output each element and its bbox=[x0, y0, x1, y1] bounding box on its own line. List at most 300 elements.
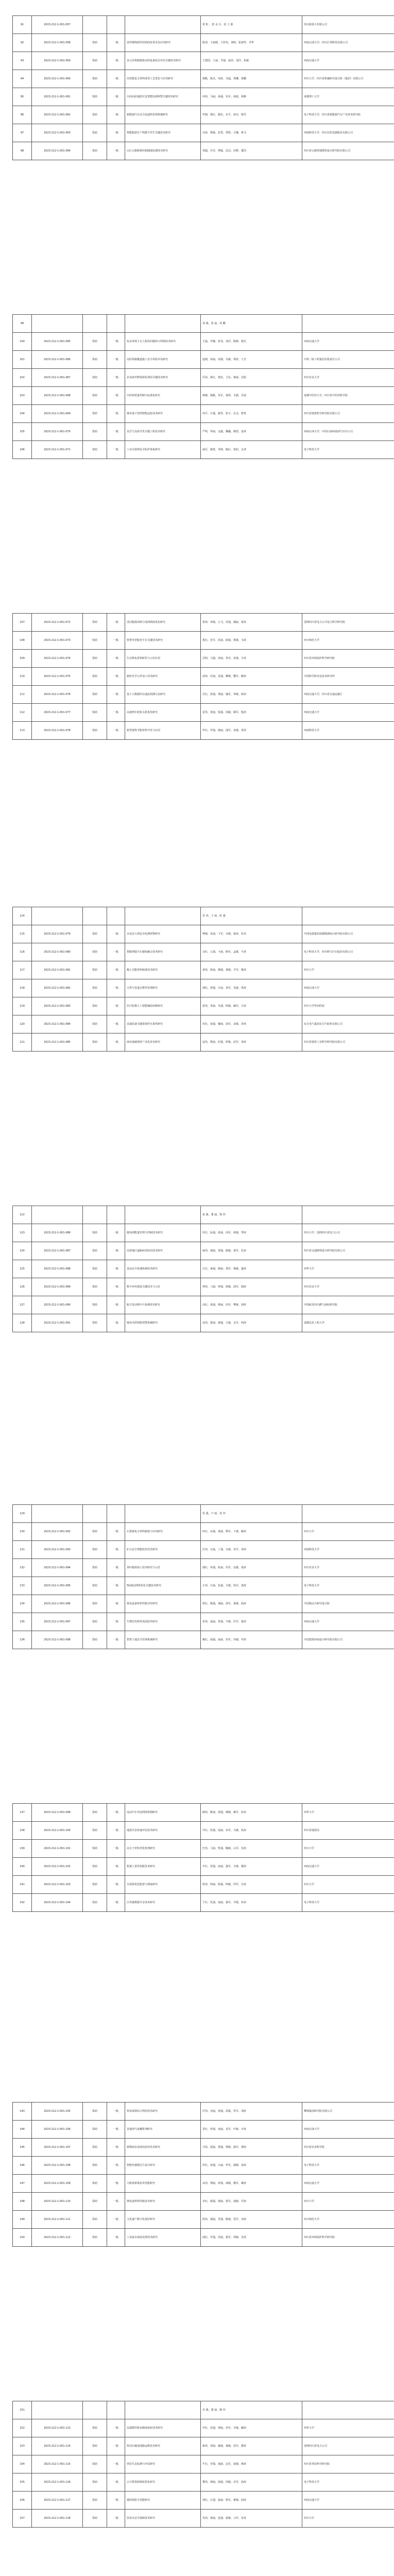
project-title: 新型建筑节能材料开发与应用 bbox=[125, 722, 201, 740]
table-row bbox=[13, 369, 394, 387]
project-members: 戚军，谢勇，邹林，喻红，柏松，水清 bbox=[201, 441, 302, 459]
row-number: 149 bbox=[13, 2211, 32, 2229]
project-id: 2023-212-1-001-079 bbox=[32, 925, 83, 943]
project-title: 大跨度桥梁抗风性能研究 bbox=[125, 2175, 201, 2193]
row-number: 111 bbox=[13, 686, 32, 704]
project-id: 2023-212-1-001-076 bbox=[32, 686, 83, 704]
project-organization: 东方电气集团东方汽轮机有限公司 bbox=[302, 1015, 394, 1033]
project-table bbox=[12, 907, 394, 1052]
project-id: 2023-212-1-001-098 bbox=[32, 1631, 83, 1649]
project-id: 2023-212-1-001-078 bbox=[32, 722, 83, 740]
project-organization: 四川省草原科学研究院 bbox=[302, 2455, 394, 2473]
project-id: 2023-212-1-001-061 bbox=[32, 88, 83, 106]
table-row bbox=[13, 1523, 394, 1541]
table-row bbox=[13, 441, 394, 459]
project-id: 2023-212-1-001-113 bbox=[32, 2419, 83, 2437]
project-members: 俞伟，任丽，袁强，柳敏，酆军，鲍涛 bbox=[201, 668, 302, 686]
row-number: 92 bbox=[13, 34, 32, 52]
row-number: 146 bbox=[13, 2157, 32, 2175]
project-members: 储伟，靳丽，汲强，邴敏，糜军，松涛 bbox=[201, 1804, 302, 1822]
funding-type: 资助 bbox=[83, 961, 107, 979]
project-title: 食品安全快速检测技术研究 bbox=[125, 1260, 201, 1278]
project-level: 一般 bbox=[107, 2211, 125, 2229]
row-number: 140 bbox=[13, 1858, 32, 1876]
project-members: 景红，詹强，束丽，龙军，叶敏，幸涛 bbox=[201, 2121, 302, 2139]
project-level: 一般 bbox=[107, 1296, 125, 1314]
project-id: 2023-212-1-001-068 bbox=[32, 387, 83, 405]
table-row bbox=[13, 1559, 394, 1577]
project-level: 一般 bbox=[107, 2121, 125, 2139]
project-members: 印红，宿强，白丽，怀军，蒲敏，邰涛 bbox=[201, 2157, 302, 2175]
project-id: 2023-212-1-001-071 bbox=[32, 441, 83, 459]
table-row bbox=[13, 1314, 394, 1332]
funding-type: 资助 bbox=[83, 1631, 107, 1649]
project-id: 2023-212-1-001-103 bbox=[32, 1876, 83, 1894]
row-number: 130 bbox=[13, 1523, 32, 1541]
project-organization: 四川大学 bbox=[302, 2510, 394, 2528]
project-id: 2023-212-1-001-114 bbox=[32, 2437, 83, 2455]
project-level: 一般 bbox=[107, 2455, 125, 2473]
row-number: 125 bbox=[13, 1260, 32, 1278]
project-id: 2023-212-1-001-110 bbox=[32, 2193, 83, 2211]
project-title: 微电网能量管理与控制技术研究 bbox=[125, 1224, 201, 1242]
project-organization: 四川省建筑科学研究院有限公司 bbox=[302, 405, 394, 423]
project-members: 乐 伟，于 丽，时 强 bbox=[201, 907, 302, 925]
project-id: 2023-212-1-001-086 bbox=[32, 1224, 83, 1242]
row-number: 101 bbox=[13, 351, 32, 369]
project-organization: 中国电建集团成都勘测设计研究院有限公司 bbox=[302, 925, 394, 943]
table-row bbox=[13, 2401, 394, 2419]
table-row bbox=[13, 2103, 394, 2121]
project-id: 2023-212-1-001-100 bbox=[32, 1822, 83, 1840]
project-title: 高分子材料老化机理研究 bbox=[125, 1840, 201, 1858]
funding-type: 资助 bbox=[83, 1541, 107, 1559]
funding-type: 资助 bbox=[83, 686, 107, 704]
funding-type: 资助 bbox=[83, 1613, 107, 1631]
row-number: 128 bbox=[13, 1314, 32, 1332]
funding-type: 资助 bbox=[83, 405, 107, 423]
table-row bbox=[13, 405, 394, 423]
funding-type: 资助 bbox=[83, 2437, 107, 2455]
project-id: 2023-212-1-001-101 bbox=[32, 1840, 83, 1858]
project-title: 地震灾害快速评估技术研究 bbox=[125, 1822, 201, 1840]
funding-type: 资助 bbox=[83, 2175, 107, 2193]
project-members: 史红，唐强，费丽，廉军，岑敏，薛涛 bbox=[201, 686, 302, 704]
funding-type: 资助 bbox=[83, 632, 107, 650]
funding-type: 资助 bbox=[83, 441, 107, 459]
project-organization: 成都理工大学 bbox=[302, 88, 394, 106]
project-title bbox=[125, 1505, 201, 1523]
project-members: 何伟，马丽，孙强，朱军，胡波，林静 bbox=[201, 88, 302, 106]
funding-type: 资助 bbox=[83, 1278, 107, 1296]
page-block bbox=[12, 613, 382, 740]
project-members: 荣伟，翁丽，荀强，羊敏，於军，惠涛 bbox=[201, 1613, 302, 1631]
project-members: 奚红，范军，彭丽，郎强，鲁敏，韦涛 bbox=[201, 632, 302, 650]
funding-type: 资助 bbox=[83, 2157, 107, 2175]
project-organization: 四川大学，国网四川省电力公司 bbox=[302, 1224, 394, 1242]
project-title: 高性能复合材料成型工艺优化与应用研究 bbox=[125, 70, 201, 88]
table-row bbox=[13, 1804, 394, 1822]
table-row bbox=[13, 1278, 394, 1296]
project-organization bbox=[302, 1206, 394, 1224]
project-level: 一般 bbox=[107, 1242, 125, 1260]
project-members: 陈清，王丽娟，王传伟，刘明，张建华，李华 bbox=[201, 34, 302, 52]
row-number: 110 bbox=[13, 668, 32, 686]
project-title: 茶叶精深加工技术研究与示范 bbox=[125, 1559, 201, 1577]
project-title: 高端装备关键零部件可靠性研究 bbox=[125, 1015, 201, 1033]
project-members: 从伟，鄂丽，索强，咸敏，籍军，赖涛 bbox=[201, 2175, 302, 2193]
project-level: 一般 bbox=[107, 1314, 125, 1332]
project-id: 2023-212-1-001-073 bbox=[32, 632, 83, 650]
project-organization: 四川大学 bbox=[302, 2193, 394, 2211]
row-number: 93 bbox=[13, 52, 32, 70]
table-row bbox=[13, 1224, 394, 1242]
project-id: 2023-212-1-001-084 bbox=[32, 1015, 83, 1033]
project-members: 卓红，蔺强，屠丽，蒙军，池敏，乔涛 bbox=[201, 2193, 302, 2211]
funding-type: 资助 bbox=[83, 1822, 107, 1840]
project-members: 杜红，阮强，蓝丽，闵军，席敏，季涛 bbox=[201, 1224, 302, 1242]
table-row bbox=[13, 2139, 394, 2157]
project-members: 余红，元强，卜丽，顾军，孟敏，平涛 bbox=[201, 943, 302, 961]
table-row bbox=[13, 925, 394, 943]
project-title: 云计算资源调度优化研究 bbox=[125, 2473, 201, 2492]
table-row bbox=[13, 907, 394, 925]
table-row bbox=[13, 668, 394, 686]
project-id: 2023-212-1-001-092 bbox=[32, 1523, 83, 1541]
project-organization: 电子科技大学 bbox=[302, 441, 394, 459]
table-row bbox=[13, 2193, 394, 2211]
funding-type: 资助 bbox=[83, 1242, 107, 1260]
table-row bbox=[13, 1822, 394, 1840]
project-organization: 电子科技大学 bbox=[302, 2157, 394, 2175]
row-number: 94 bbox=[13, 70, 32, 88]
project-title: 水电站大坝安全监测预警研究 bbox=[125, 925, 201, 943]
table-row bbox=[13, 2510, 394, 2528]
project-members: 管 强，卢 丽，莫 伟 bbox=[201, 1505, 302, 1523]
project-members: 刘 强，张 丽，周 鹏 bbox=[201, 315, 302, 333]
project-id bbox=[32, 315, 83, 333]
row-number: 134 bbox=[13, 1595, 32, 1613]
project-organization: 四川师范大学 bbox=[302, 2211, 394, 2229]
table-row bbox=[13, 1541, 394, 1559]
project-organization bbox=[302, 1505, 394, 1523]
table-row bbox=[13, 423, 394, 441]
project-organization: 四川源泰大有限公司 bbox=[302, 16, 394, 34]
project-level: 一般 bbox=[107, 405, 125, 423]
funding-type: 资助 bbox=[83, 925, 107, 943]
funding-type: 资助 bbox=[83, 2103, 107, 2121]
project-level: 一般 bbox=[107, 1577, 125, 1595]
project-members: 昌明，马强，苗丽，凤军，花敏，方涛 bbox=[201, 650, 302, 668]
funding-type: 资助 bbox=[83, 351, 107, 369]
project-organization: 四川师范大学 bbox=[302, 632, 394, 650]
project-members: 常 虹 ，唐 永 行，张 立 源 bbox=[201, 16, 302, 34]
table-row bbox=[13, 2211, 394, 2229]
funding-type: 资助 bbox=[83, 1595, 107, 1613]
project-level: 一般 bbox=[107, 1631, 125, 1649]
table-row bbox=[13, 1876, 394, 1894]
project-members: 车红，侯强，宓丽，蓬军，全敏，郗涛 bbox=[201, 1858, 302, 1876]
page-block bbox=[12, 1504, 382, 1649]
row-number: 115 bbox=[13, 925, 32, 943]
project-level: 一般 bbox=[107, 925, 125, 943]
funding-type: 资助 bbox=[83, 2455, 107, 2473]
funding-type bbox=[83, 907, 107, 925]
project-members: 赵刚，孙丽，周强，吴敏，郑涛，王芳 bbox=[201, 351, 302, 369]
project-title bbox=[125, 315, 201, 333]
funding-type: 资助 bbox=[83, 106, 107, 124]
funding-type bbox=[83, 2401, 107, 2419]
row-number: 157 bbox=[13, 2510, 32, 2528]
project-table bbox=[12, 1504, 394, 1649]
project-title bbox=[125, 2401, 201, 2419]
project-members: 罗红，毕强，郝丽，邬军，安敏，常涛 bbox=[201, 722, 302, 740]
project-title: 盆地油气成藏机理研究 bbox=[125, 2121, 201, 2139]
project-level: 一般 bbox=[107, 70, 125, 88]
project-title: 页岩气高效开发关键工程技术研究 bbox=[125, 423, 201, 441]
table-row bbox=[13, 632, 394, 650]
project-id: 2023-212-1-001-081 bbox=[32, 961, 83, 979]
row-number: 145 bbox=[13, 2139, 32, 2157]
funding-type: 资助 bbox=[83, 704, 107, 722]
funding-type: 资助 bbox=[83, 1015, 107, 1033]
table-row bbox=[13, 1613, 394, 1631]
project-organization: 西南交通大学 bbox=[302, 704, 394, 722]
project-id: 2023-212-1-001-118 bbox=[32, 2510, 83, 2528]
table-row bbox=[13, 614, 394, 632]
project-level: 一般 bbox=[107, 2157, 125, 2175]
project-id: 2023-212-1-001-104 bbox=[32, 1894, 83, 1912]
project-id: 2023-212-1-001-059 bbox=[32, 52, 83, 70]
project-id: 2023-212-1-001-067 bbox=[32, 369, 83, 387]
project-members: 何平，吕强，施华，张宇，孔亮，曹勇 bbox=[201, 405, 302, 423]
table-row bbox=[13, 650, 394, 668]
project-title: 锂电池材料回收技术研究 bbox=[125, 2193, 201, 2211]
project-id: 2023-212-1-001-095 bbox=[32, 1577, 83, 1595]
row-number: 141 bbox=[13, 1876, 32, 1894]
project-organization: 电子科技大学，四川省新能源汽车产业技术研究院 bbox=[302, 106, 394, 124]
project-id: 2023-212-1-001-099 bbox=[32, 1804, 83, 1822]
project-title: 生物医用材料表面改性研究 bbox=[125, 1613, 201, 1631]
row-number: 148 bbox=[13, 2193, 32, 2211]
funding-type: 资助 bbox=[83, 34, 107, 52]
project-title: 稀土功能材料制备技术研究 bbox=[125, 961, 201, 979]
project-organization: 四川省交通勘察设计研究院有限公司 bbox=[302, 1242, 394, 1260]
project-organization: 西南交通大学 bbox=[302, 2492, 394, 2510]
project-members: 阴伟，郁丽，胥强，能敏，苍军，双涛 bbox=[201, 2211, 302, 2229]
row-number: 109 bbox=[13, 650, 32, 668]
project-organization bbox=[302, 315, 394, 333]
row-number: 117 bbox=[13, 961, 32, 979]
project-level: 一般 bbox=[107, 2437, 125, 2455]
project-title: 生态修复材料研发与示范应用 bbox=[125, 650, 201, 668]
project-title: 多元异构数据驱动的设备状态评估关键技术研究 bbox=[125, 52, 201, 70]
funding-type: 资助 bbox=[83, 2139, 107, 2157]
project-organization: 四川大学 bbox=[302, 1523, 394, 1541]
project-level: 一般 bbox=[107, 1840, 125, 1858]
project-title: 植物病虫害绿色防控技术研究 bbox=[125, 2139, 201, 2157]
project-table bbox=[12, 613, 394, 740]
project-title: 航空发动机叶片检测技术研究 bbox=[125, 1296, 201, 1314]
project-level bbox=[107, 16, 125, 34]
project-organization: 西南石油大学 bbox=[302, 2121, 394, 2139]
project-members: 申红，扶强，堵丽，冉军，宰敏，郦涛 bbox=[201, 2419, 302, 2437]
project-title: 智能制造生产线数字孪生关键技术研究 bbox=[125, 124, 201, 142]
project-organization: 西南交通大学 bbox=[302, 333, 394, 351]
funding-type: 资助 bbox=[83, 722, 107, 740]
row-number: 127 bbox=[13, 1296, 32, 1314]
row-number: 98 bbox=[13, 142, 32, 160]
project-level: 一般 bbox=[107, 1804, 125, 1822]
project-title: 文化遗产数字化保护研究 bbox=[125, 2211, 201, 2229]
project-id: 2023-212-1-001-087 bbox=[32, 1242, 83, 1260]
project-organization: 西南交通大学 bbox=[302, 2175, 394, 2193]
project-title bbox=[125, 907, 201, 925]
funding-type: 资助 bbox=[83, 1260, 107, 1278]
project-members: 程红，嵇强，邢丽，滑军，裴敏，陆涛 bbox=[201, 1595, 302, 1613]
project-level: 一般 bbox=[107, 351, 125, 369]
project-title: 电动汽车充电网络规划研究 bbox=[125, 1804, 201, 1822]
project-organization: 西南交通大学 bbox=[302, 1858, 394, 1876]
project-organization: 攀钢集团研究院有限公司 bbox=[302, 2103, 394, 2121]
project-members: 牛红，寿强，通丽，边军，扈敏，燕涛 bbox=[201, 2455, 302, 2473]
project-members: 雷伟，贺丽，倪强，汤敏，滕军，殷涛 bbox=[201, 704, 302, 722]
project-title: 山区公路桥梁结构健康监测技术研究 bbox=[125, 142, 201, 160]
funding-type: 资助 bbox=[83, 1296, 107, 1314]
project-organization: 四川省建材工业科学研究院有限公司 bbox=[302, 1033, 394, 1052]
project-title bbox=[125, 1206, 201, 1224]
project-level bbox=[107, 1505, 125, 1523]
project-id: 2023-212-1-001-060 bbox=[32, 70, 83, 88]
project-id: 2023-212-1-001-082 bbox=[32, 979, 83, 997]
project-organization: 四川农业大学 bbox=[302, 1559, 394, 1577]
project-table bbox=[12, 314, 394, 459]
project-id: 2023-212-1-001-065 bbox=[32, 333, 83, 351]
row-number: 116 bbox=[13, 943, 32, 961]
project-organization: 四川大学华西医院 bbox=[302, 997, 394, 1015]
project-id: 2023-212-1-001-115 bbox=[32, 2455, 83, 2473]
project-id: 2023-212-1-001-072 bbox=[32, 614, 83, 632]
project-title: 复杂环境下无人机协同感知与控制技术研究 bbox=[125, 333, 201, 351]
funding-type: 资助 bbox=[83, 1894, 107, 1912]
project-level: 一般 bbox=[107, 2510, 125, 2528]
project-organization: 电子科技大学 bbox=[302, 2473, 394, 2492]
table-row bbox=[13, 1242, 394, 1260]
page-block bbox=[12, 907, 382, 1052]
table-row bbox=[13, 2419, 394, 2437]
project-organization bbox=[302, 907, 394, 925]
table-row bbox=[13, 1260, 394, 1278]
project-level: 一般 bbox=[107, 423, 125, 441]
row-number: 119 bbox=[13, 997, 32, 1015]
project-members: 杨帆，陈杰，周涛，吴磊，郑琳，黄鹏 bbox=[201, 70, 302, 88]
project-table bbox=[12, 15, 394, 160]
project-id: 2023-212-1-001-109 bbox=[32, 2175, 83, 2193]
row-number: 151 bbox=[13, 2401, 32, 2419]
table-row bbox=[13, 1840, 394, 1858]
project-organization: 国网四川省电力公司电力科学研究院 bbox=[302, 614, 394, 632]
project-level: 一般 bbox=[107, 106, 125, 124]
project-members: 祝 强，董 丽，梁 伟 bbox=[201, 1206, 302, 1224]
project-id: 2023-212-1-001-066 bbox=[32, 351, 83, 369]
project-id: 2023-212-1-001-075 bbox=[32, 668, 83, 686]
project-organization: 西南科技大学 bbox=[302, 722, 394, 740]
project-title: 智能网联汽车感知融合技术研究 bbox=[125, 943, 201, 961]
table-row bbox=[13, 315, 394, 333]
project-organization: 西南交通大学 bbox=[302, 52, 394, 70]
row-number: 113 bbox=[13, 722, 32, 740]
table-row bbox=[13, 52, 394, 70]
project-organization: 西南科技大学 bbox=[302, 1541, 394, 1559]
row-number: 147 bbox=[13, 2175, 32, 2193]
project-id: 2023-212-1-001-096 bbox=[32, 1595, 83, 1613]
table-row bbox=[13, 2437, 394, 2455]
project-level: 一般 bbox=[107, 2473, 125, 2492]
project-title: 钢结构防火性能研究 bbox=[125, 2492, 201, 2510]
project-title: 城市内涝智能预警系统研究 bbox=[125, 1314, 201, 1332]
funding-type: 资助 bbox=[83, 142, 107, 160]
project-organization: 中国航发四川燃气涡轮研究院 bbox=[302, 1296, 394, 1314]
project-members: 韩梅，杨帆，朱军，秦岭，尤静，许晨 bbox=[201, 387, 302, 405]
project-members: 高红，夏强，蔡丽，田军，樊敏，胡涛 bbox=[201, 1296, 302, 1314]
project-level: 一般 bbox=[107, 2139, 125, 2157]
row-number: 133 bbox=[13, 1577, 32, 1595]
row-number: 99 bbox=[13, 315, 32, 333]
project-title: 天然气管道完整性管理研究 bbox=[125, 979, 201, 997]
project-level: 一般 bbox=[107, 2419, 125, 2437]
project-title: 工业废水深度处理技术研究 bbox=[125, 2229, 201, 2247]
funding-type: 资助 bbox=[83, 1577, 107, 1595]
project-id bbox=[32, 1206, 83, 1224]
row-number: 124 bbox=[13, 1242, 32, 1260]
project-title: 高寒地区道路病害防治技术研究 bbox=[125, 1242, 201, 1260]
project-members: 井红，段强，富丽，巫军，乌敏，焦涛 bbox=[201, 1822, 302, 1840]
project-level: 一般 bbox=[107, 1523, 125, 1541]
project-members: 傅强，皮丽，卞军，齐敏，康涛，伍伟 bbox=[201, 925, 302, 943]
project-level: 一般 bbox=[107, 1260, 125, 1278]
row-number: 96 bbox=[13, 106, 32, 124]
funding-type: 资助 bbox=[83, 1224, 107, 1242]
project-members: 闻红，莘强，党丽，翟军，谭敏，贡涛 bbox=[201, 2229, 302, 2247]
project-members: 冯伟，陈红，褚杰，卫东，蒋丽，沈阳 bbox=[201, 369, 302, 387]
funding-type: 资助 bbox=[83, 1840, 107, 1858]
project-members: 冀伟，郏丽，浦强，尚敏，农军，温涛 bbox=[201, 2473, 302, 2492]
project-level: 一般 bbox=[107, 1822, 125, 1840]
funding-type: 资助 bbox=[83, 369, 107, 387]
project-title: 工业互联网安全防护体系研究 bbox=[125, 441, 201, 459]
project-title bbox=[125, 16, 201, 34]
project-members: 狄伟，米丽，贝强，明敏，臧军，计涛 bbox=[201, 997, 302, 1015]
project-level: 一般 bbox=[107, 722, 125, 740]
project-level: 一般 bbox=[107, 2193, 125, 2211]
row-number: 107 bbox=[13, 614, 32, 632]
project-level: 一般 bbox=[107, 1559, 125, 1577]
project-title: 核电设备材料性能评价研究 bbox=[125, 1595, 201, 1613]
table-row bbox=[13, 1296, 394, 1314]
project-organization bbox=[302, 2401, 394, 2419]
table-row bbox=[13, 2473, 394, 2492]
project-organization: 四川农业大学 bbox=[302, 369, 394, 387]
project-id: 2023-212-1-001-080 bbox=[32, 943, 83, 961]
funding-type: 资助 bbox=[83, 2419, 107, 2437]
project-organization: 电子科技大学 bbox=[302, 1894, 394, 1912]
page-block bbox=[12, 15, 382, 160]
project-id: 2023-212-1-001-062 bbox=[32, 106, 83, 124]
table-row bbox=[13, 16, 394, 34]
funding-type: 资助 bbox=[83, 1559, 107, 1577]
project-title: 钒钛资源综合利用技术研究 bbox=[125, 2103, 201, 2121]
project-id: 2023-212-1-001-064 bbox=[32, 142, 83, 160]
